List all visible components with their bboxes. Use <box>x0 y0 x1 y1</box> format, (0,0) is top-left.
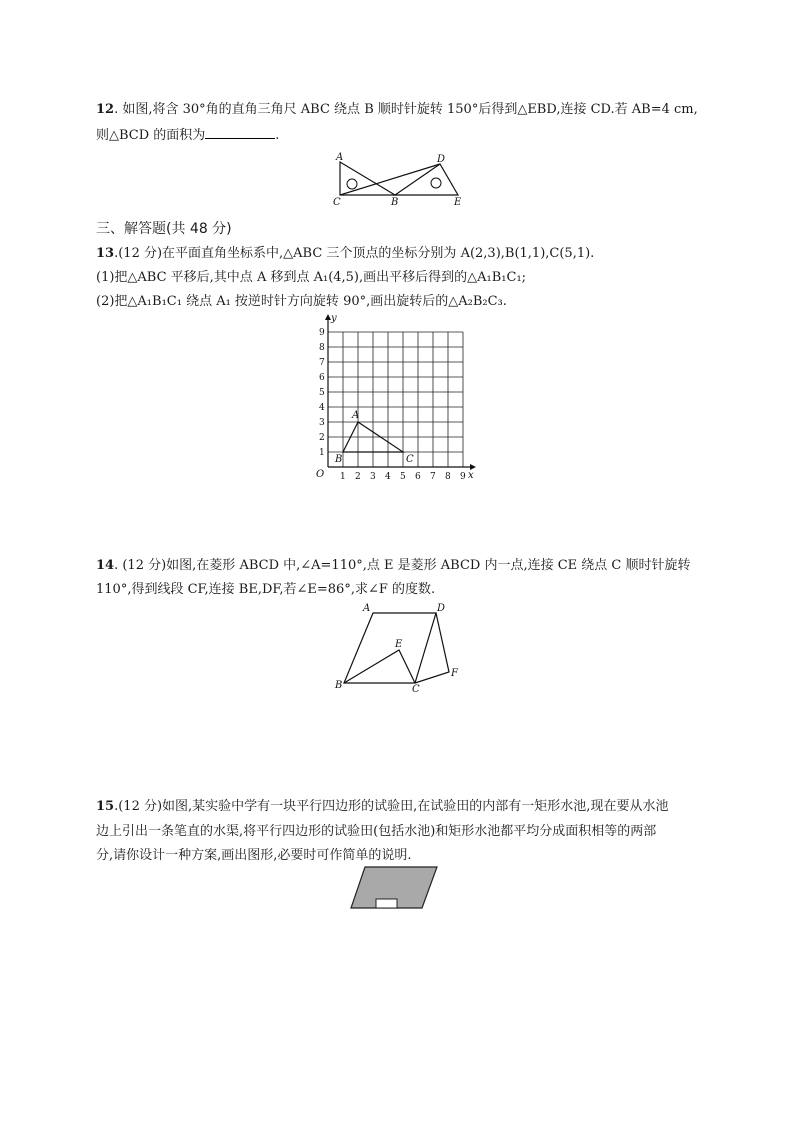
q13-line1: .(12 分)在平面直角坐标系中,△ABC 三个顶点的坐标分别为 A(2,3),B(1,1),C(5,1). <box>114 246 595 261</box>
triangle-hole <box>431 178 441 188</box>
q13-number: 13 <box>96 246 115 261</box>
q15-line1: .(12 分)如图,某实验中学有一块平行四边形的试验田,在试验田的内部有一矩形水池,现在要从水池 <box>114 799 669 814</box>
q12-text-2 <box>96 123 700 148</box>
q14-number: 14 <box>96 558 115 573</box>
y-tick-label: 4 <box>319 403 325 413</box>
x-tick-label: 2 <box>355 472 361 482</box>
x-tick-label: 1 <box>340 472 346 482</box>
label-b: B <box>335 454 343 465</box>
q15-text-3: 分,请你设计一种方案,画出图形,必要时可作简单的说明. <box>96 848 412 863</box>
y-tick-label: 9 <box>319 328 325 338</box>
q15-text <box>96 794 700 819</box>
label-c: C <box>333 197 341 208</box>
x-axis-label: x <box>468 470 474 481</box>
label-d: D <box>437 603 446 614</box>
q13-coordinate-grid <box>310 312 480 482</box>
section-title: 三、解答题(共 48 分) <box>96 221 232 237</box>
q12-line1: . 如图,将含 30°角的直角三角尺 ABC 绕点 B 顺时针旋转 150°后得到△EBD,连接 CD.若 AB=4 cm, <box>114 102 698 117</box>
x-tick-label: 8 <box>445 472 451 482</box>
label-e: E <box>395 639 403 650</box>
x-tick-label: 4 <box>385 472 391 482</box>
y-tick-label: 7 <box>319 358 325 368</box>
label-c: C <box>406 454 414 465</box>
label-b: B <box>391 197 399 208</box>
q15-text-2: 边上引出一条笔直的水渠,将平行四边形的试验田(包括水池)和矩形水池都平均分成面积相等的两部 <box>96 824 657 839</box>
segments-cf-df <box>415 613 449 683</box>
x-tick-label: 9 <box>460 472 466 482</box>
triangle-hole <box>347 179 357 189</box>
y-tick-label: 5 <box>319 388 325 398</box>
origin-label: O <box>316 469 325 480</box>
label-e: E <box>454 197 462 208</box>
q13-part1: (1)把△ABC 平移后,其中点 A 移到点 A₁(4,5),画出平移后得到的△A₁B₁C₁; <box>96 270 527 285</box>
y-tick-label: 6 <box>319 373 325 383</box>
x-tick-label: 3 <box>370 472 376 482</box>
q12-answer-blank[interactable] <box>205 124 275 139</box>
q14-figure <box>330 600 470 700</box>
q12-text <box>96 97 700 122</box>
label-b: B <box>335 680 343 691</box>
q15-figure <box>350 865 440 911</box>
label-c: C <box>412 684 420 695</box>
y-tick-label: 3 <box>319 418 325 428</box>
label-f: F <box>451 668 458 679</box>
q14-line1: . (12 分)如图,在菱形 ABCD 中,∠A=110°,点 E 是菱形 ABCD 内一点,连接 CE 绕点 C 顺时针旋转 <box>114 558 691 573</box>
segments-be-ce <box>344 650 415 683</box>
label-a: A <box>352 410 360 421</box>
x-tick-label: 5 <box>400 472 406 482</box>
q14-text-2: 110°,得到线段 CF,连接 BE,DF,若∠E=86°,求∠F 的度数. <box>96 582 436 597</box>
x-tick-label: 7 <box>430 472 436 482</box>
q15-number: 15 <box>96 799 115 814</box>
q12-period: . <box>275 128 280 143</box>
label-d: D <box>437 154 446 165</box>
q12-figure <box>330 150 470 210</box>
rhombus-abcd <box>344 613 436 683</box>
y-tick-label: 8 <box>319 343 325 353</box>
q13-text <box>96 241 700 266</box>
y-axis-label: y <box>331 313 337 324</box>
x-tick-label: 6 <box>415 472 421 482</box>
q14-text <box>96 553 700 578</box>
label-a: A <box>363 603 371 614</box>
rectangular-pool <box>376 899 397 908</box>
y-tick-label: 1 <box>319 448 325 458</box>
q12-line2: 则△BCD 的面积为 <box>96 128 206 143</box>
q13-part2: (2)把△A₁B₁C₁ 绕点 A₁ 按逆时针方向旋转 90°,画出旋转后的△A₂B₂C₃. <box>96 294 507 309</box>
label-a: A <box>336 152 344 163</box>
q12-number: 12 <box>96 102 115 117</box>
triangle-abc <box>340 162 395 195</box>
y-tick-label: 2 <box>319 433 325 443</box>
